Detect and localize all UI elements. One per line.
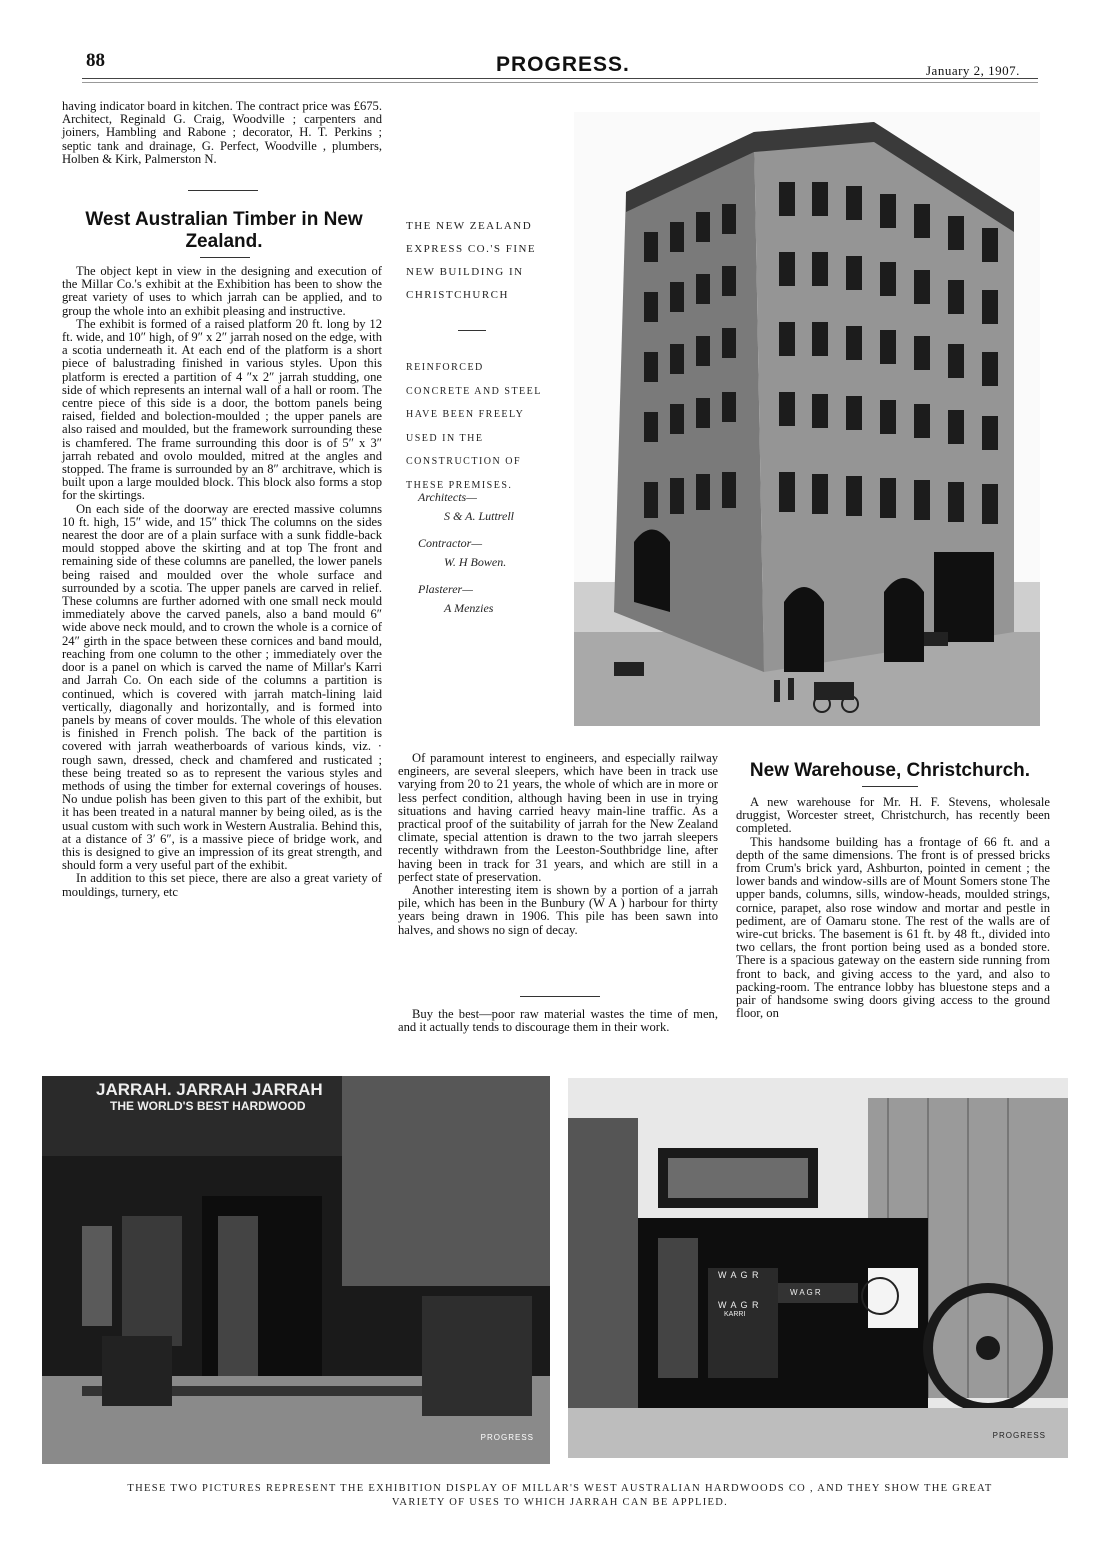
progress-watermark: PROGRESS	[480, 1433, 534, 1442]
building-photograph	[574, 112, 1040, 726]
paragraph: A new warehouse for Mr. H. F. Stevens, wholesale druggist, Worcester street, Christchurch, has recently been completed.	[736, 795, 1050, 836]
filler-note	[398, 1008, 718, 1034]
wagr-label: W A G R	[718, 1270, 760, 1280]
bottom-photo-caption	[120, 1482, 1000, 1510]
filler-text: Buy the best—poor raw material wastes the time of men, and it actually tends to discourage them in their work.	[398, 1007, 718, 1035]
progress-watermark: PROGRESS	[992, 1431, 1046, 1440]
header-rule-2	[82, 82, 1038, 83]
building-caption	[406, 215, 548, 307]
header-rule	[82, 78, 1038, 79]
timber-article-body	[62, 265, 382, 899]
article-heading-warehouse: New Warehouse, Christchurch.	[749, 760, 1031, 781]
article-heading-timber: West Australian Timber in New Zealand.	[85, 209, 363, 252]
jarrah-sign-line-2: THE WORLD'S BEST HARDWOOD	[110, 1099, 306, 1113]
jarrah-sign	[96, 1082, 323, 1114]
credit-name: S & A. Luttrell	[444, 509, 515, 523]
filler-divider	[520, 996, 600, 997]
issue-date: January 2, 1907.	[926, 63, 1020, 78]
paragraph: In addition to this set piece, there are also a great variety of mouldings, turnery, etc	[62, 871, 382, 899]
credit-role: Plasterer—	[418, 582, 473, 596]
masthead-title: PROGRESS.	[496, 53, 630, 76]
building-credits	[418, 488, 558, 618]
credit-role: Contractor—	[418, 536, 483, 550]
credit-name: A Menzies	[444, 601, 494, 615]
wagr-label: W A G R	[790, 1288, 821, 1297]
credit-name: W. H Bowen.	[444, 555, 507, 569]
caption-divider	[458, 330, 486, 331]
construction-note	[406, 356, 548, 497]
karri-label: KARRI	[724, 1311, 746, 1318]
paragraph: This handsome building has a frontage of 66 ft. and a depth of the same dimensions. The front is of pressed bricks from Crum's brick yard, Ashburton, pointed in cement ; the lower bands and window-sills are of Mount Somers stone The upper bands, columns, sills, window-heads, moulded strings, cornice, parapet, also rose window and mortar and pestle in pediment, are of Oamaru stone. The rest of the walls are of wire-cut bricks. The basement is 61 ft. by 48 ft., divided into two cellars, the front portion being used as a bonded store. There is a spacious gateway on the eastern side running from front to back, and giving access to the yard, and also to packing-room. The entrance lobby has bluestone steps and a pair of handsome swing doors giving access to the ground floor, on	[736, 834, 1050, 1021]
exhibit-photo-left	[42, 1076, 550, 1464]
heading-underline	[862, 786, 918, 787]
exhibit-photo-right	[568, 1078, 1068, 1458]
warehouse-article-body	[736, 796, 1050, 1020]
credit-role: Architects—	[418, 490, 477, 504]
section-divider	[188, 190, 258, 191]
continued-paragraph: having indicator board in kitchen. The contract price was £675. Architect, Reginald G. Craig, Woodville ; carpenters and joiners, Hambling and Rabone ; decorator, H. T. Perkins ; septic tank and drainage, G. Perfect, Woodville , plumbers, Holben & Kirk, Palmerston N.	[62, 99, 382, 166]
jarrah-sign-line-1: JARRAH. JARRAH JARRAH	[96, 1080, 323, 1099]
column-2	[398, 752, 718, 937]
paragraph: Another interesting item is shown by a portion of a jarrah pile, which has been in the Bunbury (W A ) harbour for thirty years being drawn in 1906. This pile has been sawn into halves, and shows no sign of decay.	[398, 883, 718, 937]
page-number: 88	[86, 50, 105, 71]
paragraph: The object kept in view in the designing and execution of the Millar Co.'s exhibit at the Exhibition has been to show the great variety of uses to which jarrah can be applied, and to group the whole into an exhibit pleasing and instructive.	[62, 264, 382, 318]
wagr-label: W A G R	[718, 1300, 760, 1310]
column-1	[62, 100, 382, 166]
bottom-caption-text: THESE TWO PICTURES REPRESENT THE EXHIBITION DISPLAY OF MILLAR'S WEST AUSTRALIAN HARDWOODS CO , AND THEY SHOW THE GREAT VARIETY OF USES TO WHICH JARRAH CAN BE APPLIED.	[127, 1483, 993, 1508]
building-caption-title: THE NEW ZEALAND EXPRESS CO.'S FINE NEW BUILDING IN CHRISTCHURCH	[406, 220, 537, 301]
paragraph: Of paramount interest to engineers, and especially railway engineers, are several sleepers, which have been in track use varying from 20 to 21 years, the whole of which are in more or less perfect condition, although having been in use in trying situations and having carried heavy main-line traffic. As a practical proof of the suitability of jarrah for the New Zealand climate, special attention is drawn to the two jarrah sleepers recently withdrawn from the Leeston-Southbridge line, after having been in track for 31 years, and which are still in a perfect state of preservation.	[398, 751, 718, 884]
paragraph: The exhibit is formed of a raised platform 20 ft. long by 12 ft. wide, and 10″ high, of 9″ x 2″ jarrah nosed on the edge, with a scotia underneath it. At each end of the platform is a short piece of balustrading finished in various styles. Upon this platform is erected a partition of 4 ″x 2″ jarrah studding, one side of which represents an internal wall of a hall or room. The centre piece of this side is a door, the bottom panels being raised, fielded and bolection-moulded ; the upper panels are also raised and moulded, but the framework surrounding these is chamfered. The frame surrounding this door is of 5″ x 3″ jarrah rebated and ovolo moulded, mitred at the angles and stopped. The frame is surrounded by an 8″ architrave, which is built upon a large moulded block. This block also forms a stop for the skirtings.	[62, 316, 383, 503]
paragraph: On each side of the doorway are erected massive columns 10 ft. high, 15″ wide, and 15″ thick The columns on the sides nearest the door are of a plain surface with a sunk fiddle-back mould stopped above the skirting and at top The front and remaining side of these columns are panelled, the lower panels being raised and moulded over the whole surface and surrounded by a scotia. The upper panels are carved in relief. These columns are further adorned with one small neck mould immediately above the carved panels, also a band mould 6″ wide above neck mould, and to crown the whole is a cornice of 24″ girth in the space between these cornices and band mould, reaching from one column to the other ; immediately over the door is a panel on which is carved the name of Millar's Karri and Jarrah Co. On each side of the columns a partition is continued, which is covered with jarrah match-lining laid vertically, diagonally and horizontally, and is formed into panels by means of cover moulds. The whole of this elevation is finished in French polish. The back of the partition is covered with jarrah weatherboards of various kinds, viz. · rough sawn, dressed, check and chamfered and rusticated ; these being treated so as to represent the various styles and methods of using the timber for external coverings of houses. No undue polish has been given to this part of the exhibit, but it has been treated in a natural manner by being oiled, as is the usual custom with such work in Western Australia. Behind this, at a distance of 3′ 6″, is a massive piece of bridge work, and this is designed to give an impression of its great strength, and should form a very useful part of the exhibit.	[62, 501, 382, 873]
heading-underline	[200, 257, 250, 258]
construction-note-text: REINFORCED CONCRETE AND STEEL HAVE BEEN FREELY USED IN THE CONSTRUCTION OF THESE PREMISES.	[406, 362, 542, 491]
